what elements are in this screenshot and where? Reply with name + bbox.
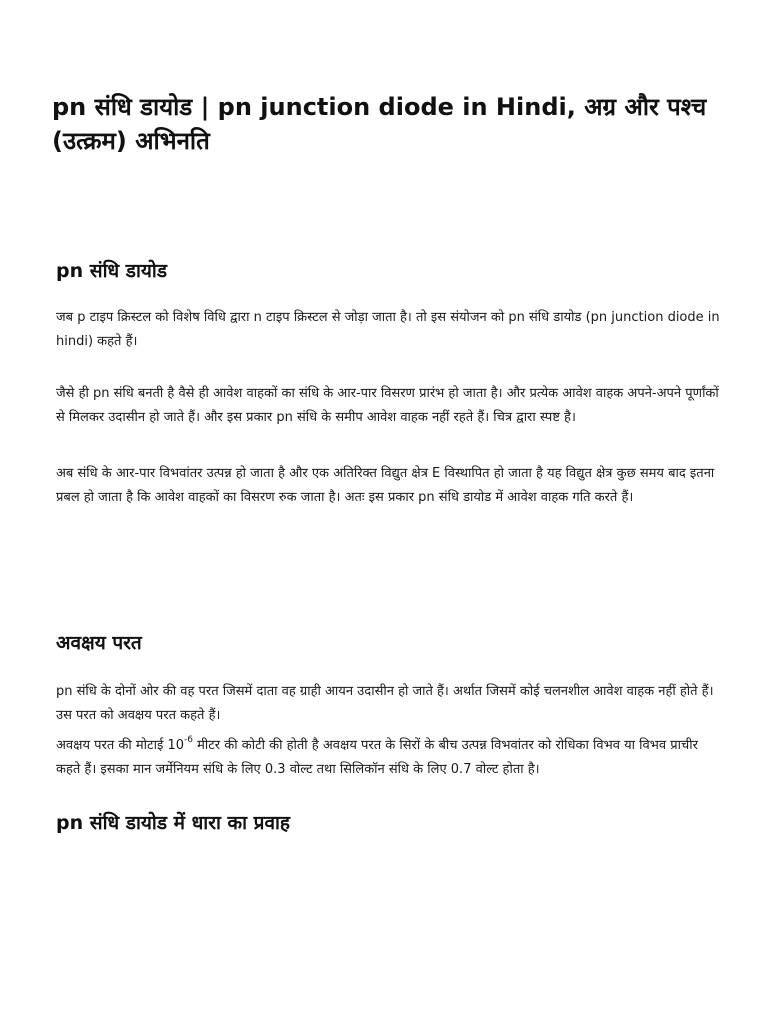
paragraph-pn-diode-definition: जब p टाइप क्रिस्टल को विशेष विधि द्वारा n टाइप क्रिस्टल से जोड़ा जाता है। तो इस संयोजन को pn संधि डायोड (pn junction diode in hindi) कहते हैं। [56,310,720,349]
section-heading-depletion-layer: अवक्षय परत [56,632,142,654]
exponent: -6 [184,734,193,745]
thickness-text-start: अवक्षय परत की मोटाई 10 [56,738,184,753]
paragraph-depletion-thickness [56,734,721,782]
paragraph-diffusion: जैसे ही pn संधि बनती है वैसे ही आवेश वाहकों का संधि के आर-पार विसरण प्रारंभ हो जाता है। और प्रत्येक आवेश वाहक अपने-अपने पूर्णांकों से मिलकर उदासीन हो जाते हैं। और इस प्रकार pn संधि के समीप आवेश वाहक नहीं रहते हैं। चित्र द्वारा स्पष्ट है। [56,386,719,425]
thickness-text-end: मीटर की कोटी की होती है अवक्षय परत के सिरों के बीच उत्पन्न विभवांतर को रोधिका विभव या विभव प्राचीर कहते हैं। इसका मान जर्मेनियम संधि के लिए 0.3 वोल्ट तथा सिलिकॉन संधि के लिए 0.7 वोल्ट होता है। [56,738,698,777]
article-title: pn संधि डायोड | pn junction diode in Hindi, अग्र और पश्च (उत्क्रम) अभिनति [52,93,707,155]
section-heading-current-flow: pn संधि डायोड में धारा का प्रवाह [56,812,291,834]
section-heading-pn-diode: pn संधि डायोड [56,260,167,282]
paragraph-electric-field: अब संधि के आर-पार विभवांतर उत्पन्न हो जाता है और एक अतिरिक्त विद्युत क्षेत्र E विस्थापित हो जाता है यह विद्युत क्षेत्र कुछ समय बाद इतना प्रबल हो जाता है कि आवेश वाहकों का विसरण रुक जाता है। अतः इस प्रकार pn संधि डायोड में आवेश वाहक गति करते हैं। [56,466,715,505]
paragraph-depletion-definition: pn संधि के दोनों ओर की वह परत जिसमें दाता वह ग्राही आयन उदासीन हो जाते हैं। अर्थात जिसमें कोई चलनशील आवेश वाहक नहीं होते हैं। उस परत को अवक्षय परत कहते हैं। [56,684,714,723]
